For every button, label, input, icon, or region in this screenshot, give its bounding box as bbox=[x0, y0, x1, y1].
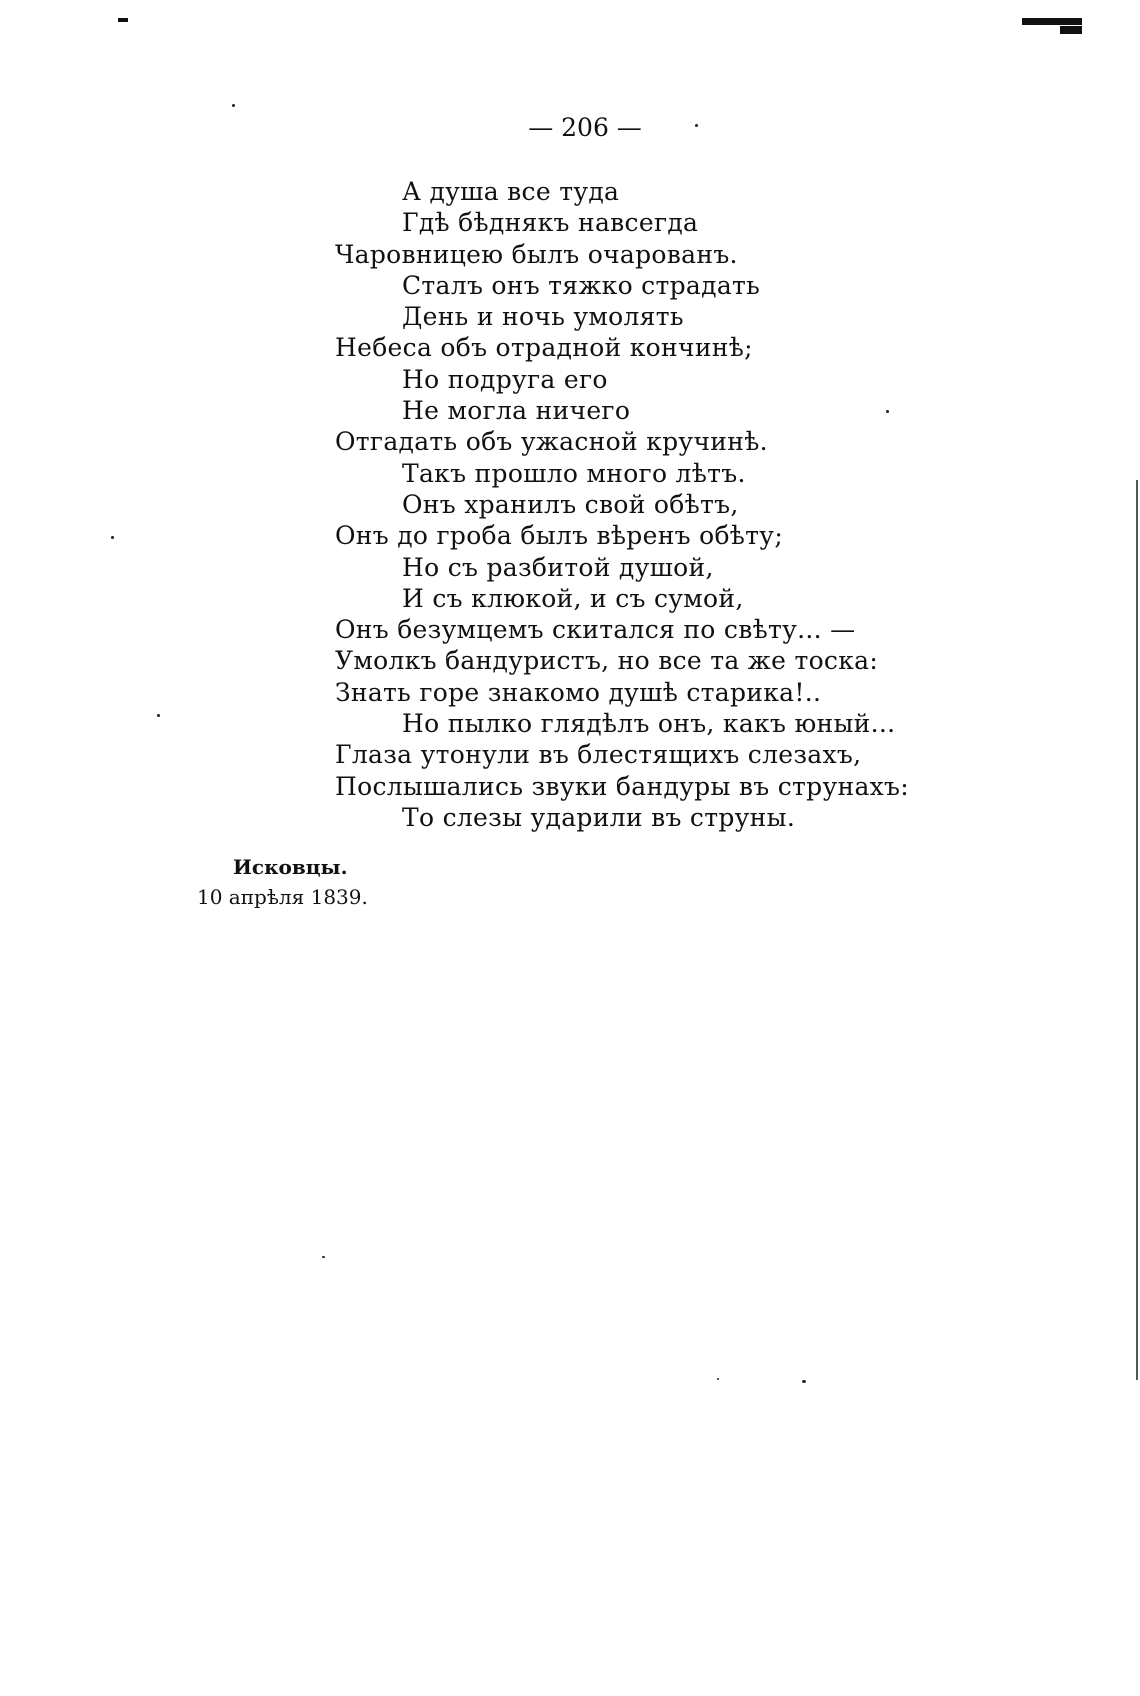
poem-line: Но съ разбитой душой, bbox=[402, 552, 714, 582]
scan-speck bbox=[232, 104, 235, 107]
poem-line: Отгадать объ ужасной кручинѣ. bbox=[335, 427, 768, 457]
poem-line: Онъ до гроба былъ вѣренъ обѣту; bbox=[335, 521, 784, 551]
poem-line: Гдѣ бѣднякъ навсегда bbox=[402, 208, 699, 238]
poem-line: Сталъ онъ тяжко страдать bbox=[402, 270, 761, 300]
poem-line: Такъ прошло много лѣтъ. bbox=[402, 458, 746, 488]
page-number: — 206 — bbox=[528, 113, 642, 142]
scan-speck bbox=[157, 714, 160, 717]
poem-line: Онъ безумцемъ скитался по свѣту... — bbox=[335, 615, 856, 645]
signature-block bbox=[197, 852, 368, 912]
scan-mark bbox=[118, 18, 128, 22]
scan-speck bbox=[111, 536, 114, 539]
scan-speck bbox=[322, 1256, 325, 1258]
scan-mark bbox=[1022, 18, 1082, 25]
poem-body bbox=[335, 176, 909, 833]
poem-line: Но пылко глядѣлъ онъ, какъ юный... bbox=[402, 709, 896, 739]
scan-speck bbox=[802, 1380, 806, 1383]
poem-line: А душа все туда bbox=[402, 177, 620, 206]
scan-edge-line bbox=[1136, 480, 1138, 1380]
poem-line: Глаза утонули въ блестящихъ слезахъ, bbox=[335, 740, 862, 770]
poem-line: Знать горе знакомо душѣ старика!.. bbox=[335, 677, 822, 707]
signature-date: 10 апрѣля 1839. bbox=[197, 885, 368, 909]
poem-line: Послышались звуки бандуры въ струнахъ: bbox=[335, 771, 909, 801]
poem-line: Небеса объ отрадной кончинѣ; bbox=[335, 333, 753, 363]
scan-speck bbox=[886, 410, 889, 413]
poem-line: Чаровницею былъ очарованъ. bbox=[335, 239, 738, 269]
poem-line: Онъ хранилъ свой обѣтъ, bbox=[402, 489, 739, 519]
poem-line: День и ночь умолять bbox=[402, 302, 684, 332]
scan-speck bbox=[717, 1378, 719, 1380]
poem-line: То слезы ударили въ струны. bbox=[402, 802, 796, 832]
scan-mark bbox=[1060, 26, 1082, 34]
poem-line: И съ клюкой, и съ сумой, bbox=[402, 583, 744, 613]
scan-speck bbox=[695, 124, 698, 127]
poem-line: Не могла ничего bbox=[402, 396, 631, 426]
signature-place: Исковцы. bbox=[233, 855, 348, 879]
poem-line: Умолкъ бандуристъ, но все та же тоска: bbox=[335, 646, 879, 676]
poem-line: Но подруга его bbox=[402, 364, 608, 394]
